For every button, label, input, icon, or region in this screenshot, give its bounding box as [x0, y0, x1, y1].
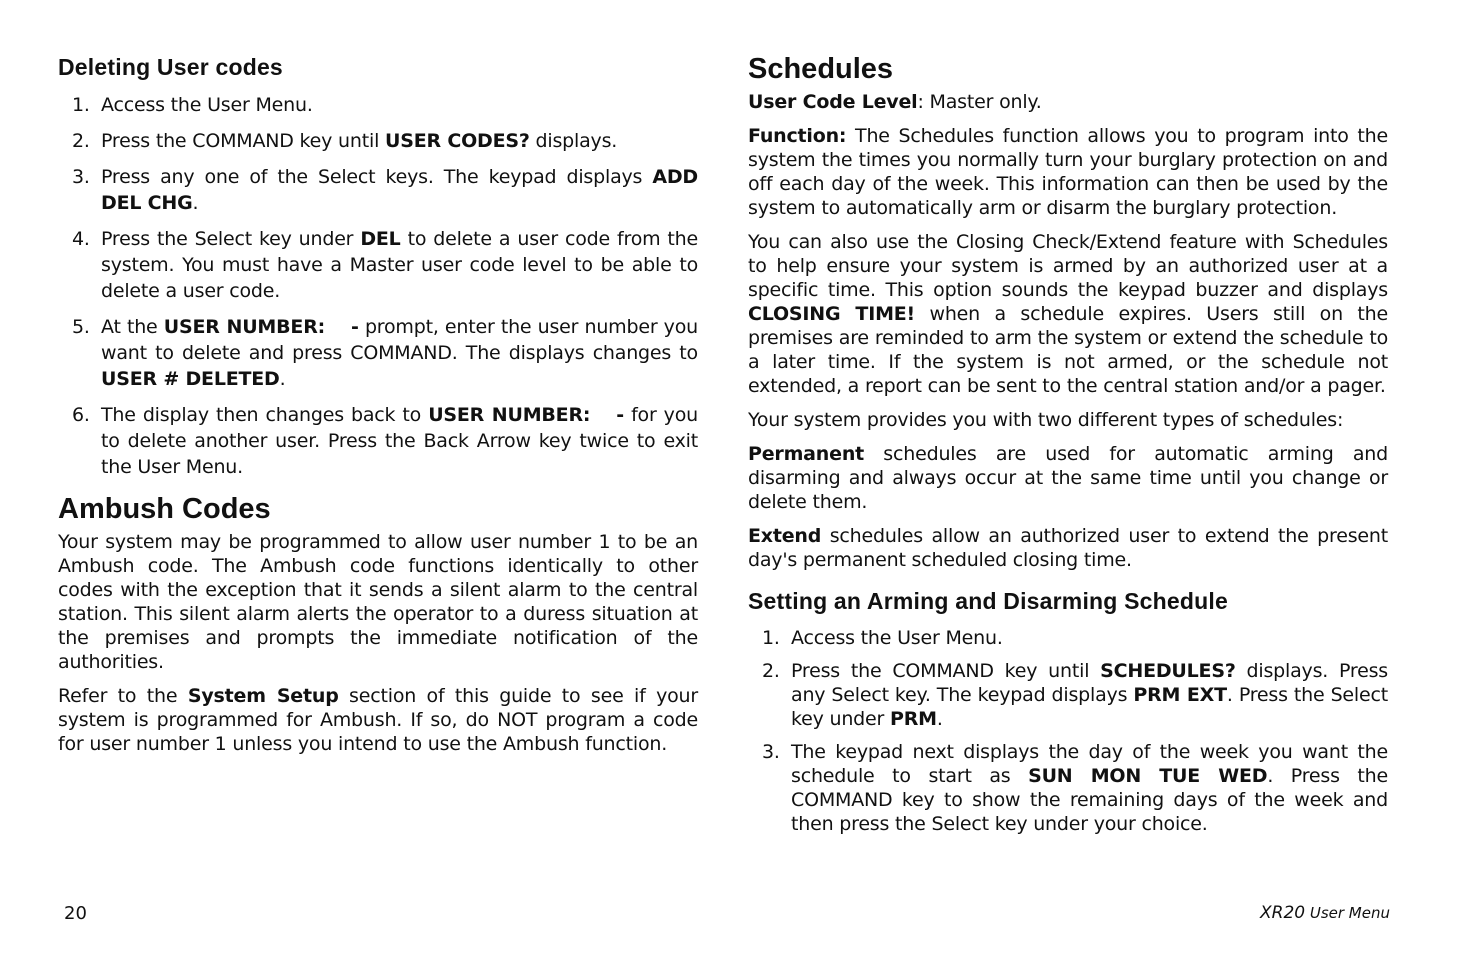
- page-number: 20: [64, 903, 87, 924]
- list-item: 6. The display then changes back to USER NUMBER: - for you to delete another user. Press the Back Arrow key twice to exit the User Menu.: [72, 404, 698, 478]
- list-item: 2. Press the COMMAND key until USER CODES? displays.: [72, 130, 618, 152]
- running-footer: XR20 User Menu: [1259, 903, 1390, 923]
- schedule-types-paragraph: Your system provides you with two different types of schedules:: [748, 409, 1344, 431]
- setting-schedule-heading: Setting an Arming and Disarming Schedule: [748, 588, 1228, 614]
- right-column: [748, 52, 1388, 848]
- ambush-paragraph: Your system may be programmed to allow user number 1 to be an Ambush code. The Ambush code functions identically to other codes with the exception that it sends a silent alarm to the central station. This silent alarm alerts the operator to a duress situation at the premises and prompts the immediate notification of the authorities.: [58, 531, 698, 673]
- ambush-refer-paragraph: Refer to the System Setup section of this guide to see if your system is programmed for Ambush. If so, do NOT program a code for user number 1 unless you intend to use the Ambush function.: [58, 685, 698, 755]
- deleting-steps-list: [58, 92, 698, 480]
- list-item: 3. The keypad next displays the day of the week you want the schedule to start as SUN MON TUE WED. Press the COMMAND key to show the remaining days of the week and then press the Select key under your choice.: [762, 741, 1388, 835]
- permanent-paragraph: Permanent schedules are used for automatic arming and disarming and always occur at the same time until you change or delete them.: [748, 443, 1388, 513]
- list-item: 5. At the USER NUMBER: - prompt, enter the user number you want to delete and press COMMAND. The displays changes to USER # DELETED.: [72, 316, 698, 390]
- setting-steps-list: [748, 626, 1388, 836]
- list-item: 1. Access the User Menu.: [72, 94, 313, 116]
- extend-paragraph: Extend schedules allow an authorized user to extend the present day's permanent scheduled closing time.: [748, 525, 1388, 571]
- ambush-codes-heading: Ambush Codes: [58, 493, 271, 525]
- list-item: 3. Press any one of the Select keys. The keypad displays ADD DEL CHG.: [72, 166, 698, 214]
- deleting-user-codes-heading: Deleting User codes: [58, 54, 283, 80]
- user-code-level: User Code Level: Master only.: [748, 91, 1042, 113]
- list-item: 4. Press the Select key under DEL to delete a user code from the system. You must have a Master user code level to be able to delete a user code.: [72, 228, 699, 302]
- closing-check-paragraph: You can also use the Closing Check/Extend feature with Schedules to help ensure your system is armed by an authorized user at a specific time. This option sounds the keypad buzzer and displays CLOSING TIME! when a schedule expires. Users still on the premises are reminded to arm the system or extend the schedule to a later time. If the system is not armed, or the schedule not extended, a report can be sent to the central station and/or a pager.: [748, 231, 1388, 397]
- list-item: 1. Access the User Menu.: [762, 627, 1003, 649]
- function-paragraph: Function: The Schedules function allows you to program into the system the times you normally turn your burglary protection on and off each day of the week. This information can then be used by the system to automatically arm or disarm the burglary protection.: [748, 125, 1388, 219]
- left-column: [58, 52, 698, 766]
- schedules-heading: Schedules: [748, 53, 894, 85]
- list-item: 2. Press the COMMAND key until SCHEDULES? displays. Press any Select key. The keypad displays PRM EXT. Press the Select key under PRM.: [762, 660, 1388, 730]
